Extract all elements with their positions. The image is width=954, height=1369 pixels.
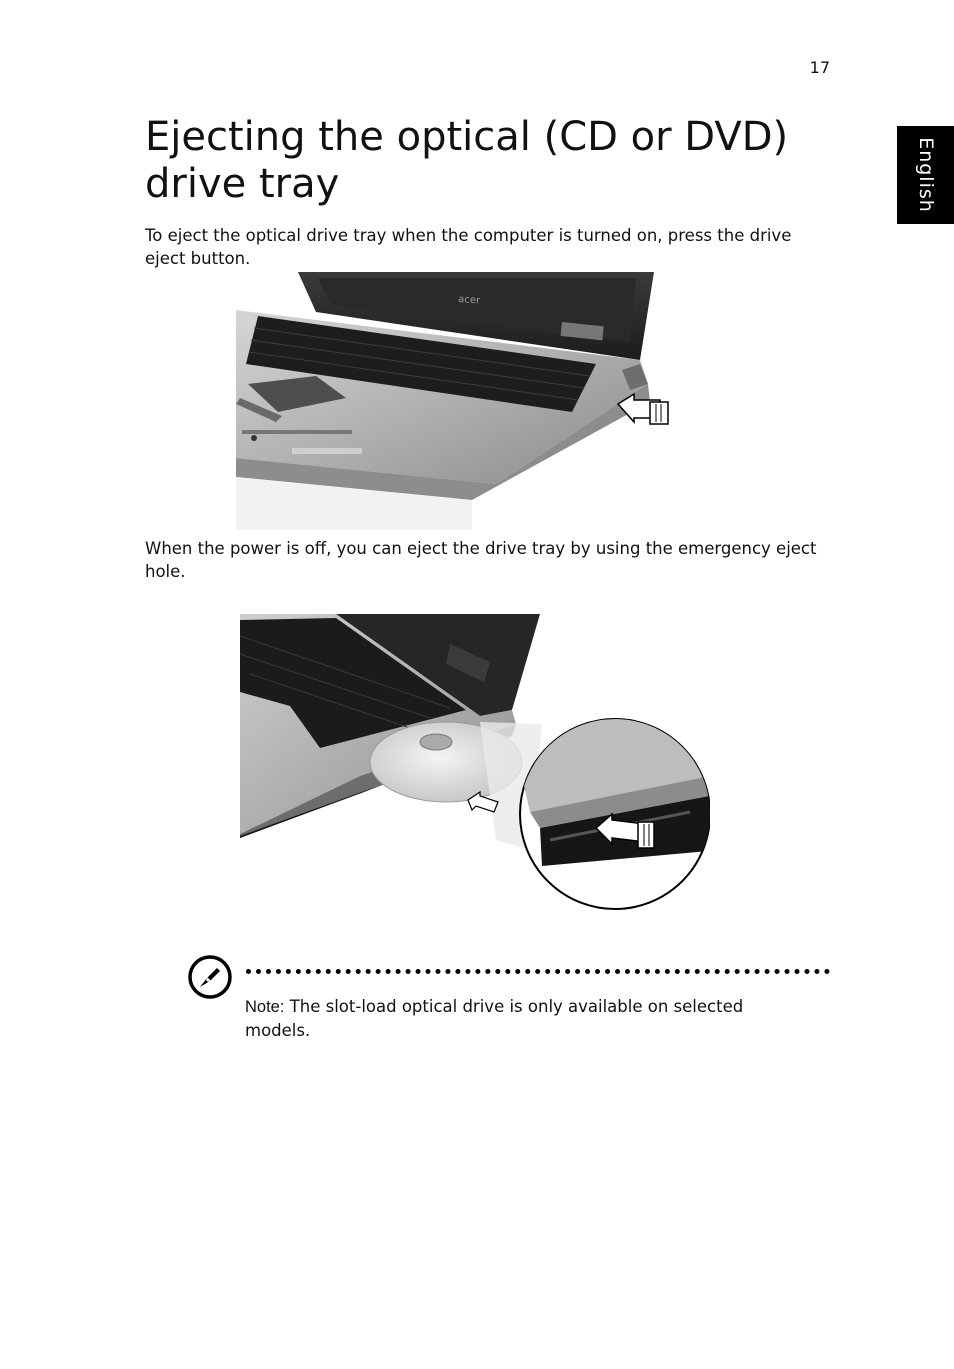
page-number: 17	[809, 58, 830, 77]
language-tab	[897, 126, 954, 224]
laptop-eject-button-illustration	[236, 272, 736, 530]
note-label: Note:	[245, 998, 285, 1016]
page-title: Ejecting the optical (CD or DVD) drive tray	[145, 114, 789, 207]
intro-paragraph: To eject the optical drive tray when the computer is turned on, press the drive eject button.	[145, 226, 792, 268]
laptop-logo: acer	[457, 294, 481, 307]
emergency-eject-hole-illustration	[240, 614, 710, 910]
note-divider	[246, 969, 830, 974]
note-pen-icon	[187, 954, 233, 1000]
language-tab-label: English	[914, 137, 937, 213]
power-off-paragraph: When the power is off, you can eject the drive tray by using the emergency eject hole.	[145, 539, 817, 581]
note-text: The slot-load optical drive is only available on selected models.	[245, 997, 744, 1040]
note	[245, 995, 805, 1042]
